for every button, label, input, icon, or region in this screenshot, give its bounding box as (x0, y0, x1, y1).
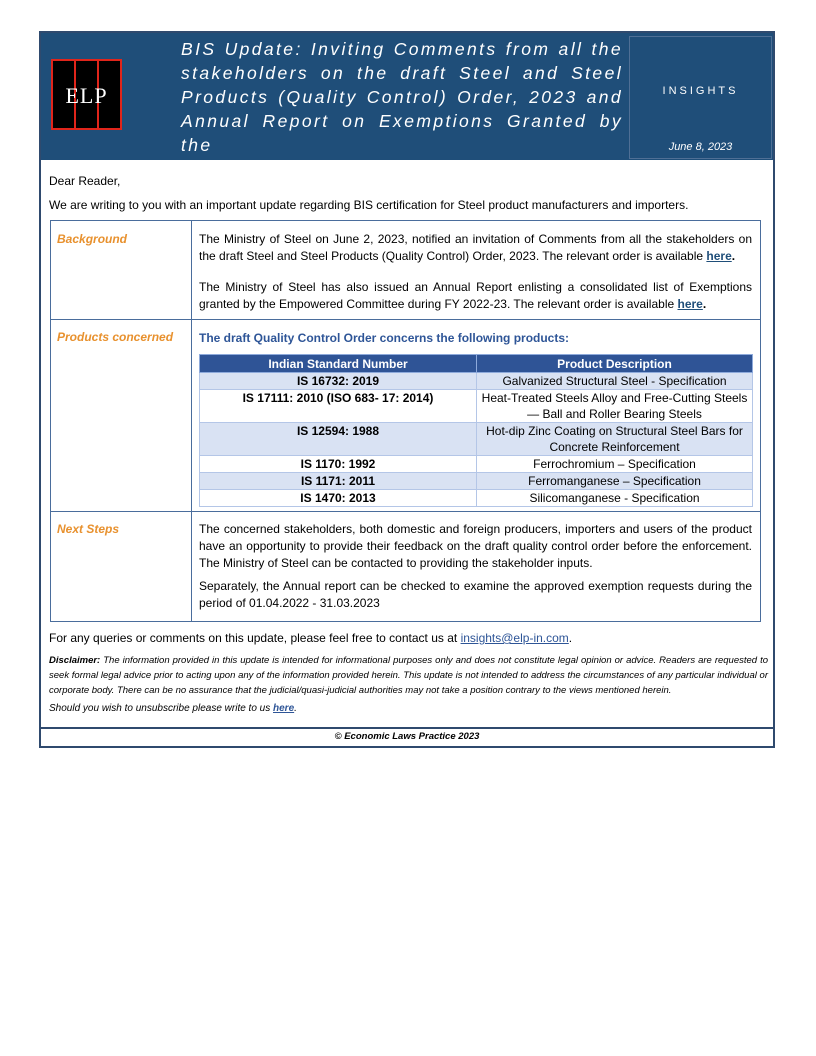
period: . (294, 703, 297, 714)
table-row (200, 423, 753, 456)
table-row (200, 456, 753, 473)
standard-number: IS 1470: 2013 (200, 490, 477, 507)
table-row (200, 390, 753, 423)
header-band (41, 33, 773, 179)
insights-panel (629, 36, 772, 159)
disclaimer-label: Disclaimer: (49, 655, 101, 666)
greeting: Dear Reader, (49, 174, 121, 188)
product-description: Hot-dip Zinc Coating on Structural Steel Bars for Concrete Reinforcement (477, 423, 753, 456)
standard-number: IS 1170: 1992 (200, 456, 477, 473)
product-description: Silicomanganese - Specification (477, 490, 753, 507)
period: . (702, 297, 707, 311)
table-row (200, 373, 753, 390)
unsubscribe-line (49, 701, 297, 717)
disclaimer (49, 653, 768, 698)
standard-number: IS 16732: 2019 (200, 373, 477, 390)
period: . (568, 631, 573, 645)
row-divider (51, 319, 760, 320)
standard-number: IS 17111: 2010 (ISO 683- 17: 2014) (200, 390, 477, 423)
next-steps-paragraph-1: The concerned stakeholders, both domestic and foreign producers, importers and users of the product have an opportunity to provide their feedback on the draft quality control order before the enforcement. The Ministry of Steel can be contacted to providing the stakeholder inputs. (199, 522, 752, 570)
title-line: Products (Quality Control) Order, 2023 and (181, 87, 623, 107)
order-link-here[interactable]: here (706, 249, 732, 263)
publication-date: June 8, 2023 (668, 141, 733, 153)
product-description: Ferromanganese – Specification (477, 473, 753, 490)
insights-label: INSIGHTS (662, 85, 739, 97)
table-row (200, 473, 753, 490)
contact-text: For any queries or comments on this update, please feel free to contact us at (49, 631, 461, 645)
footer-divider (41, 727, 773, 729)
title-line: BIS Update: Inviting Comments from all the (181, 39, 623, 59)
next-steps-label: Next Steps (57, 522, 120, 536)
unsubscribe-link[interactable]: here (273, 703, 295, 714)
column-divider (191, 221, 192, 621)
update-title (181, 37, 623, 181)
next-steps-paragraph-2: Separately, the Annual report can be checked to examine the approved exemption requests during the period of 01.04.2022 - 31.03.2023 (199, 579, 752, 610)
period: . (731, 249, 736, 263)
background-paragraph-1 (199, 231, 752, 265)
footer-copyright: © Economic Laws Practice 2023 (334, 731, 480, 742)
column-header: Product Description (477, 355, 753, 373)
background-label: Background (57, 232, 128, 246)
column-header: Indian Standard Number (200, 355, 477, 373)
row-divider (51, 511, 760, 512)
products-subheading: The draft Quality Control Order concerns the following products: (199, 331, 570, 345)
table-header-row (200, 355, 753, 373)
product-description: Galvanized Structural Steel - Specification (477, 373, 753, 390)
elp-logo (51, 59, 122, 130)
product-description: Heat-Treated Steels Alloy and Free-Cutting Steels — Ball and Roller Bearing Steels (477, 390, 753, 423)
standard-number: IS 1171: 2011 (200, 473, 477, 490)
background-text-1: The Ministry of Steel on June 2, 2023, notified an invitation of Comments from all the stakeholders on the draft Steel and Steel Products (Quality Control) Order, 2023. The relevant order is available (199, 232, 752, 263)
contact-line (49, 630, 572, 646)
update-table (50, 220, 761, 622)
title-line: Annual Report on Exemptions Granted by the (181, 111, 623, 155)
products-label: Products concerned (57, 330, 174, 344)
standard-number: IS 12594: 1988 (200, 423, 477, 456)
annual-report-link-here[interactable]: here (677, 297, 703, 311)
logo-text: ELP (65, 83, 108, 108)
unsubscribe-text: Should you wish to unsubscribe please write to us (49, 703, 274, 714)
intro-text: We are writing to you with an important update regarding BIS certification for Steel product manufacturers and importers. (49, 198, 689, 212)
product-description: Ferrochromium – Specification (477, 456, 753, 473)
disclaimer-text: The information provided in this update is intended for informational purposes only and does not constitute legal opinion or advice. Readers are requested to seek formal legal advice prior to acting upon any of the information provided herein. This update is not intended to address the circumstances of any particular individual or corporate body. There can be no assurance that the judicial/quasi-judicial authorities may not take a position contrary to the views mentioned herein. (49, 655, 768, 696)
table-row (200, 490, 753, 507)
contact-email-link[interactable]: insights@elp-in.com (460, 631, 569, 645)
background-text-2: The Ministry of Steel has also issued an Annual Report enlisting a consolidated list of Exemptions granted by the Empowered Committee during FY 2022-23. The relevant order is available (199, 280, 752, 311)
title-line: stakeholders on the draft Steel and Steel (181, 63, 623, 83)
products-table (199, 354, 753, 507)
background-paragraph-2 (199, 279, 752, 313)
title-line: Empowered Committee during FY 2022-23 (181, 159, 623, 179)
